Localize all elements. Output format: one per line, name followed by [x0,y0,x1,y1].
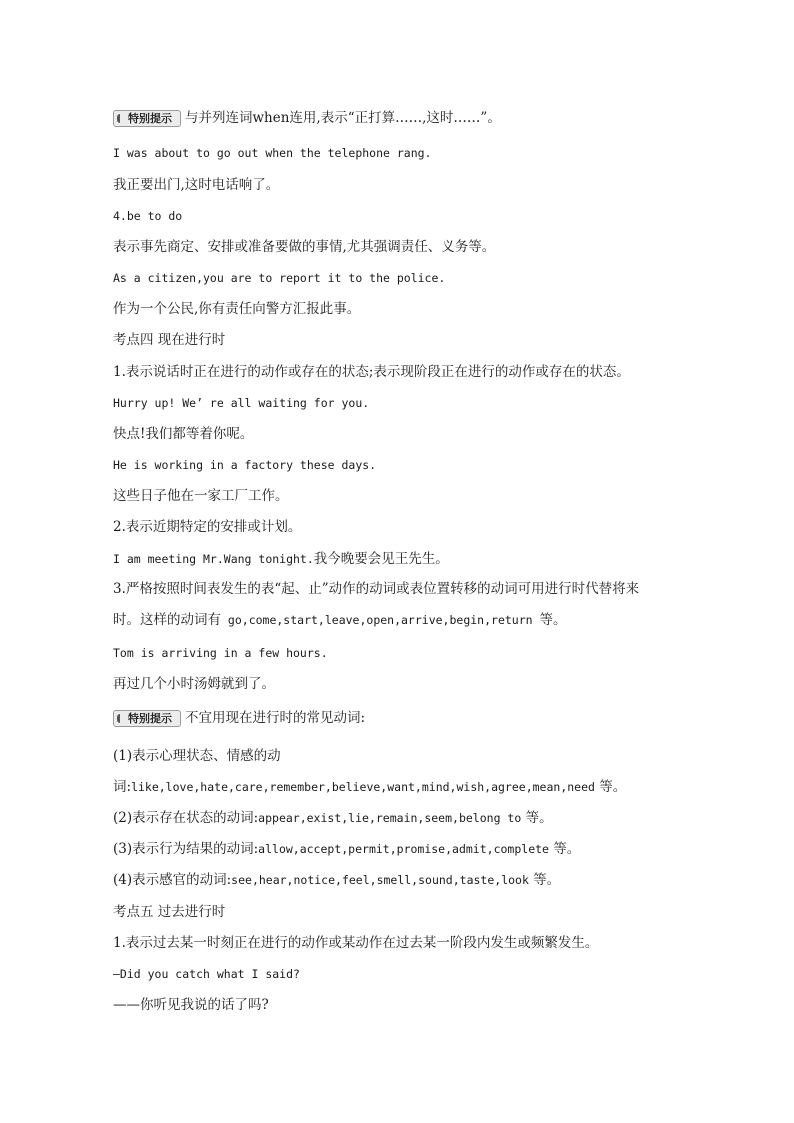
section-heading: 考点四 现在进行时 [113,332,226,348]
text-segment: 等。 [528,872,561,888]
usage-description: 1.表示说话时正在进行的动作或存在的状态;表示现阶段正在进行的动作或存在的状态。 [113,364,630,380]
special-note-badge: 特别提示 [113,710,181,727]
verb-category: (1)表示心理状态、情感的动 [113,748,281,764]
special-note-2 [113,710,734,727]
verb-list: go,come,start,leave,open,arrive,begin,return [221,613,540,627]
example-translation: 我正要出门,这时电话响了。 [113,177,280,193]
example-line [113,551,734,567]
text-segment: (3)表示行为结果的动词: [113,841,259,857]
text-segment: 等。 [521,810,553,826]
verb-list: appear,exist,lie,remain,seem,belong to [258,811,522,825]
example-sentence: —Did you catch what I said? [113,967,300,981]
verb-list: see,hear,notice,feel,smell,sound,taste,look [231,873,529,887]
verb-category [113,810,734,826]
usage-description: 1.表示过去某一时刻正在进行的动作或某动作在过去某一阶段内发生或频繁发生。 [113,935,599,951]
note-text: 不宜用现在进行时的常见动词: [185,710,366,727]
example-sentence: Tom is arriving in a few hours. [113,646,328,660]
example-translation: 这些日子他在一家工厂工作。 [113,488,289,504]
special-note-1 [113,110,734,127]
text-segment: 时。这样的动词有 [113,612,221,628]
example-sentence: Hurry up! We’ re all waiting for you. [113,396,370,410]
usage-description: 2.表示近期特定的安排或计划。 [113,519,302,535]
verb-list: allow,accept,permit,promise,admit,complete [258,842,549,856]
example-sentence: He is working in a factory these days. [113,458,377,472]
section-heading: 考点五 过去进行时 [113,904,226,920]
text-segment: (2)表示存在状态的动词: [113,810,259,826]
badge-bracket-icon [117,114,125,123]
verb-category [113,872,734,888]
example-sentence: I was about to go out when the telephone rang. [113,146,432,160]
text-segment: 等。 [548,841,581,857]
note-text: 与并列连词when连用,表示“正打算……,这时……”。 [185,110,501,127]
badge-bracket-icon [117,714,125,723]
example-sentence: I am meeting Mr.Wang tonight. [113,552,314,566]
text-segment: 等。 [594,779,627,795]
subsection-heading: 4.be to do [113,209,183,223]
example-translation: 我今晚要会见王先生。 [313,551,449,567]
example-translation: ——你听见我说的话了吗? [113,997,269,1013]
verb-list: like,love,hate,care,remember,believe,want,mind,wish,agree,mean,need [131,780,595,794]
usage-description: 表示事先商定、安排或准备要做的事情,尤其强调责任、义务等。 [113,239,496,255]
example-sentence: As a citizen,you are to report it to the police. [113,271,446,285]
text-segment: (4)表示感官的动词: [113,872,232,888]
example-translation: 再过几个小时汤姆就到了。 [113,676,275,692]
verb-category [113,841,734,857]
example-translation: 快点!我们都等着你呢。 [113,426,254,442]
special-note-badge: 特别提示 [113,110,181,127]
usage-description: 3.严格按照时间表发生的表“起、止”动作的动词或表位置转移的动词可用进行时代替将来 [113,581,640,597]
text-segment: 词: [113,779,132,795]
example-translation: 作为一个公民,你有责任向警方汇报此事。 [113,301,361,317]
usage-description-continued [113,612,734,628]
text-segment: 等。 [539,612,567,628]
verb-category [113,779,734,795]
